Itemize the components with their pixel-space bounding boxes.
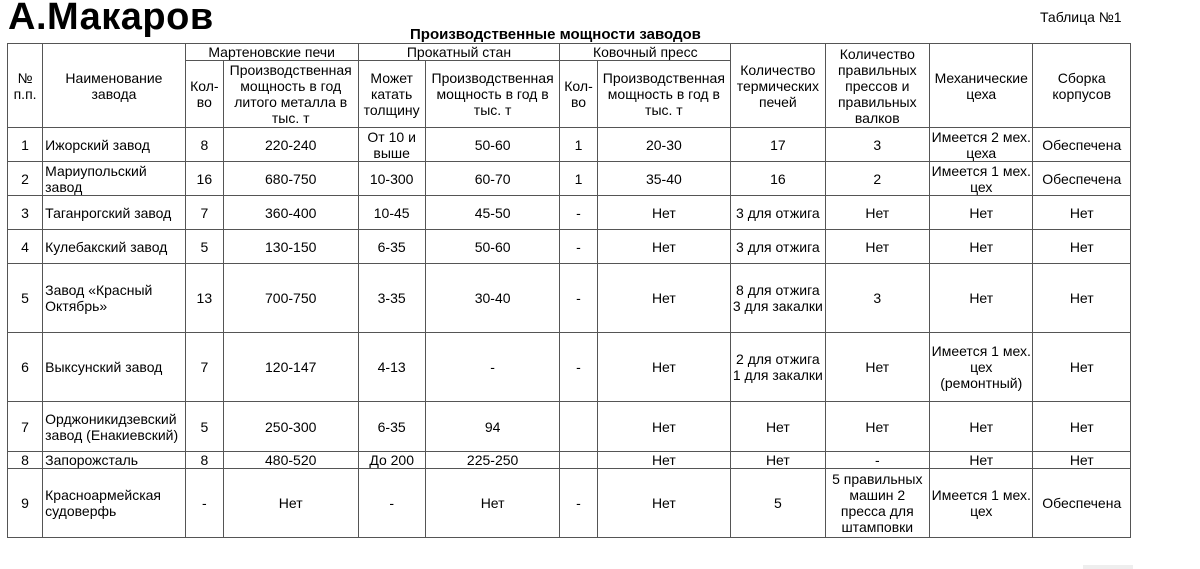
cell-oh-capacity: 700-750 <box>223 264 358 333</box>
cell-oh-capacity: 250-300 <box>223 402 358 452</box>
header-straightening: Количество правильных прессов и правильных валков <box>825 44 929 128</box>
cell-name: Завод «Красный Октябрь» <box>43 264 186 333</box>
cell-fp-capacity: 35-40 <box>597 162 731 196</box>
cell-fp-capacity: Нет <box>597 230 731 264</box>
cell-oh-capacity: 130-150 <box>223 230 358 264</box>
cell-oh-count: 7 <box>185 196 223 230</box>
cell-hull: Обеспечена <box>1033 128 1131 162</box>
cell-oh-capacity: Нет <box>223 469 358 538</box>
cell-rm-capacity: 94 <box>425 402 560 452</box>
cell-fp-capacity: Нет <box>597 402 731 452</box>
table-row <box>8 402 1131 452</box>
cell-mech: Имеется 1 мех. цех <box>930 469 1033 538</box>
table-row <box>8 264 1131 333</box>
cell-mech: Имеется 2 мех. цеха <box>930 128 1033 162</box>
cell-mech: Нет <box>930 196 1033 230</box>
cell-mech: Нет <box>930 402 1033 452</box>
cell-rm-thickness: 10-45 <box>358 196 425 230</box>
cell-straightening: Нет <box>825 402 929 452</box>
cell-fp-count: - <box>560 264 597 333</box>
cell-rm-thickness: 4-13 <box>358 333 425 402</box>
cell-oh-count: 5 <box>185 230 223 264</box>
cell-name: Выксунский завод <box>43 333 186 402</box>
cell-straightening: Нет <box>825 333 929 402</box>
cell-fp-capacity: 20-30 <box>597 128 731 162</box>
cell-num: 4 <box>8 230 43 264</box>
cell-name: Ижорский завод <box>43 128 186 162</box>
cell-rm-thickness: 6-35 <box>358 230 425 264</box>
cell-num: 1 <box>8 128 43 162</box>
cell-oh-count: 8 <box>185 452 223 469</box>
cell-fp-capacity: Нет <box>597 264 731 333</box>
scan-artifact <box>1083 565 1133 569</box>
cell-straightening: 3 <box>825 128 929 162</box>
cell-hull: Нет <box>1033 402 1131 452</box>
header-rm-capacity: Производственная мощность в год в тыс. т <box>425 61 560 128</box>
cell-fp-count: - <box>560 196 597 230</box>
cell-fp-capacity: Нет <box>597 452 731 469</box>
header-fp-count: Кол-во <box>560 61 597 128</box>
cell-hull: Нет <box>1033 333 1131 402</box>
cell-rm-capacity: - <box>425 333 560 402</box>
cell-num: 7 <box>8 402 43 452</box>
cell-mech: Нет <box>930 264 1033 333</box>
cell-hull: Нет <box>1033 264 1131 333</box>
cell-oh-count: 8 <box>185 128 223 162</box>
table-row <box>8 469 1131 538</box>
table-row <box>8 333 1131 402</box>
cell-rm-capacity: 45-50 <box>425 196 560 230</box>
header-group-forging-press: Ковочный пресс <box>560 44 731 61</box>
cell-straightening: Нет <box>825 196 929 230</box>
cell-hull: Нет <box>1033 452 1131 469</box>
header-thermal-furnaces: Количество термических печей <box>731 44 825 128</box>
cell-thermal: Нет <box>731 452 825 469</box>
cell-oh-capacity: 360-400 <box>223 196 358 230</box>
cell-fp-count: - <box>560 333 597 402</box>
cell-mech: Нет <box>930 230 1033 264</box>
cell-fp-count: 1 <box>560 128 597 162</box>
table-row <box>8 230 1131 264</box>
cell-straightening: 2 <box>825 162 929 196</box>
cell-rm-thickness: - <box>358 469 425 538</box>
cell-fp-count: - <box>560 469 597 538</box>
cell-hull: Нет <box>1033 230 1131 264</box>
cell-mech: Имеется 1 мех. цех <box>930 162 1033 196</box>
cell-oh-capacity: 120-147 <box>223 333 358 402</box>
cell-fp-count: - <box>560 230 597 264</box>
cell-oh-count: 13 <box>185 264 223 333</box>
cell-name: Запорожсталь <box>43 452 186 469</box>
header-hull-assembly: Сборка корпусов <box>1033 44 1131 128</box>
cell-num: 8 <box>8 452 43 469</box>
cell-thermal: Нет <box>731 402 825 452</box>
table-row <box>8 162 1131 196</box>
cell-thermal: 3 для отжига <box>731 230 825 264</box>
cell-thermal: 5 <box>731 469 825 538</box>
table-row <box>8 128 1131 162</box>
cell-num: 2 <box>8 162 43 196</box>
cell-hull: Нет <box>1033 196 1131 230</box>
cell-thermal: 17 <box>731 128 825 162</box>
cell-oh-count: - <box>185 469 223 538</box>
cell-hull: Обеспечена <box>1033 162 1131 196</box>
header-oh-capacity: Производственная мощность в год литого металла в тыс. т <box>223 61 358 128</box>
cell-fp-count <box>560 452 597 469</box>
header-num: № п.п. <box>8 44 43 128</box>
cell-rm-thickness: 10-300 <box>358 162 425 196</box>
cell-straightening: Нет <box>825 230 929 264</box>
cell-num: 5 <box>8 264 43 333</box>
cell-straightening: 3 <box>825 264 929 333</box>
cell-mech: Имеется 1 мех. цех (ремонтный) <box>930 333 1033 402</box>
cell-oh-count: 16 <box>185 162 223 196</box>
cell-rm-capacity: 30-40 <box>425 264 560 333</box>
cell-straightening: 5 правильных машин 2 пресса для штамповки <box>825 469 929 538</box>
cell-num: 3 <box>8 196 43 230</box>
cell-rm-thickness: От 10 и выше <box>358 128 425 162</box>
cell-name: Таганрогский завод <box>43 196 186 230</box>
cell-oh-capacity: 220-240 <box>223 128 358 162</box>
header-group-open-hearth: Мартеновские печи <box>185 44 358 61</box>
cell-fp-capacity: Нет <box>597 469 731 538</box>
header-name: Наименование завода <box>43 44 186 128</box>
cell-num: 6 <box>8 333 43 402</box>
factories-table <box>7 43 1131 538</box>
cell-name: Красноармейская судоверфь <box>43 469 186 538</box>
cell-rm-capacity: 225-250 <box>425 452 560 469</box>
table-row <box>8 196 1131 230</box>
author-name: А.Макаров <box>8 0 214 38</box>
cell-hull: Обеспечена <box>1033 469 1131 538</box>
cell-rm-capacity: Нет <box>425 469 560 538</box>
table-number: Таблица №1 <box>1040 9 1122 25</box>
table-title: Производственные мощности заводов <box>410 26 701 43</box>
cell-fp-capacity: Нет <box>597 196 731 230</box>
header-rm-thickness: Может катать толщину <box>358 61 425 128</box>
cell-thermal: 2 для отжига 1 для закалки <box>731 333 825 402</box>
cell-rm-capacity: 50-60 <box>425 230 560 264</box>
cell-straightening: - <box>825 452 929 469</box>
cell-rm-thickness: 3-35 <box>358 264 425 333</box>
cell-num: 9 <box>8 469 43 538</box>
table-row <box>8 452 1131 469</box>
cell-name: Орджоникидзевский завод (Енакиевский) <box>43 402 186 452</box>
cell-rm-thickness: 6-35 <box>358 402 425 452</box>
header-group-rolling-mill: Прокатный стан <box>358 44 560 61</box>
cell-mech: Нет <box>930 452 1033 469</box>
cell-rm-thickness: До 200 <box>358 452 425 469</box>
cell-oh-count: 5 <box>185 402 223 452</box>
cell-thermal: 16 <box>731 162 825 196</box>
header-fp-capacity: Производственная мощность в год в тыс. т <box>597 61 731 128</box>
cell-name: Мариупольский завод <box>43 162 186 196</box>
cell-rm-capacity: 60-70 <box>425 162 560 196</box>
cell-rm-capacity: 50-60 <box>425 128 560 162</box>
cell-thermal: 3 для отжига <box>731 196 825 230</box>
cell-thermal: 8 для отжига 3 для закалки <box>731 264 825 333</box>
cell-oh-capacity: 480-520 <box>223 452 358 469</box>
cell-oh-count: 7 <box>185 333 223 402</box>
header-mech-shops: Механические цеха <box>930 44 1033 128</box>
cell-name: Кулебакский завод <box>43 230 186 264</box>
cell-fp-count <box>560 402 597 452</box>
cell-oh-capacity: 680-750 <box>223 162 358 196</box>
cell-fp-capacity: Нет <box>597 333 731 402</box>
cell-fp-count: 1 <box>560 162 597 196</box>
header-oh-count: Кол-во <box>185 61 223 128</box>
